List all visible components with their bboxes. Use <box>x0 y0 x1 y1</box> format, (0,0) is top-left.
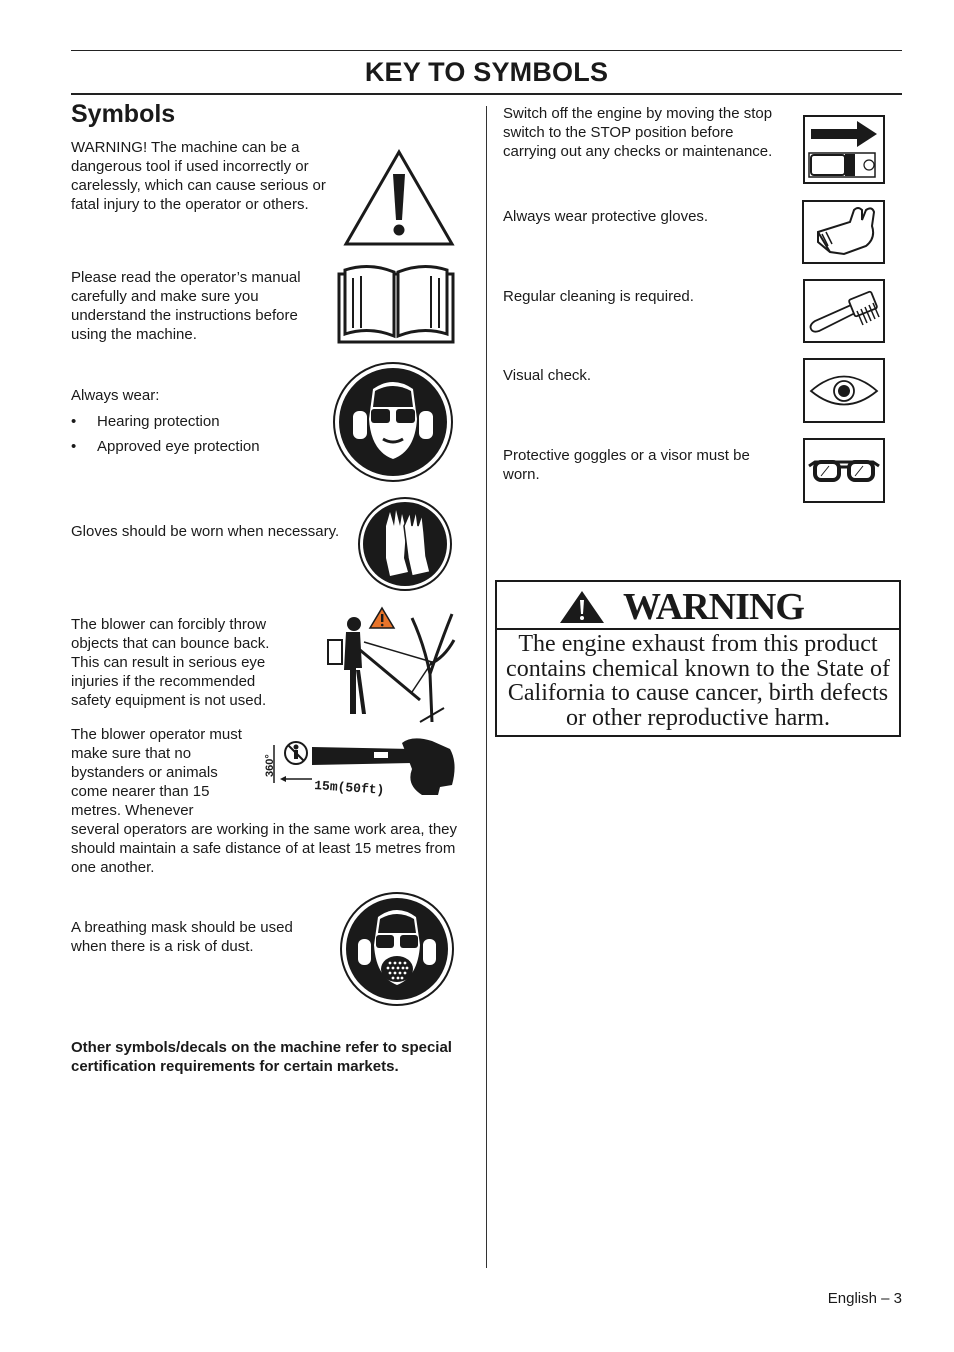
safe-distance-icon <box>262 735 458 801</box>
warning-body: The engine exhaust from this product contains chemical known to the State of California to cause cancer, birth defects or other reproductive harm. <box>506 631 890 731</box>
distance-label: 15m(50ft) <box>313 778 385 798</box>
page-title: KEY TO SYMBOLS <box>364 57 609 87</box>
protective-gloves-text: Always wear protective gloves. <box>503 208 709 225</box>
always-wear-label: Always wear: <box>71 387 160 404</box>
read-manual-icon <box>337 260 455 344</box>
visual-check-text: Visual check. <box>503 367 592 384</box>
angle-label: 360° <box>264 754 276 777</box>
hearing-eye-protection-icon <box>331 361 455 483</box>
mask-text: A breathing mask should be used when there is a risk of dust. <box>71 919 293 955</box>
breathing-mask-icon <box>338 891 456 1007</box>
cleaning-brush-icon <box>803 279 885 343</box>
warning-text: WARNING! The machine can be a dangerous tool if used incorrectly or carelessly, which can cause serious or fatal injury to the operator or others. <box>71 139 326 213</box>
gloves-icon <box>356 496 454 592</box>
header-rule-top <box>71 50 902 51</box>
bystander-text-b: several operators are working in the same work area, they should maintain a safe distance of at least 15 metres from one another. <box>71 821 458 876</box>
california-warning-box <box>495 580 901 737</box>
stop-switch-text: Switch off the engine by moving the stop switch to the STOP position before carrying out any checks or maintenance. <box>503 105 773 160</box>
throw-text: The blower can forcibly throw objects that can bounce back. This can result in serious eye injuries if the recommended safety equipment is not used. <box>71 616 270 709</box>
manual-text: Please read the operator’s manual carefully and make sure you understand the instructions before using the machine. <box>71 269 301 343</box>
column-divider <box>486 106 487 1268</box>
eye-icon <box>803 358 885 423</box>
wear-item-hearing: • Hearing protection <box>71 413 220 430</box>
warning-heading: WARNING <box>623 586 804 628</box>
warning-triangle-icon <box>342 148 456 248</box>
goggles-icon <box>803 438 885 503</box>
thrown-objects-icon <box>320 604 456 724</box>
wear-item-eye: • Approved eye protection <box>71 438 260 455</box>
warning-triangle-icon <box>559 590 605 624</box>
stop-switch-icon <box>803 115 885 184</box>
goggles-text: Protective goggles or a visor must be worn. <box>503 447 750 483</box>
cleaning-text: Regular cleaning is required. <box>503 288 694 305</box>
warning-heading-bar <box>497 582 899 630</box>
gloves-text: Gloves should be worn when necessary. <box>71 523 340 540</box>
bystander-text-a: The blower operator must make sure that no bystanders or animals come nearer than 15 metres. Whenever <box>71 726 242 819</box>
section-title: Symbols <box>71 100 176 128</box>
protective-gloves-icon <box>802 200 885 264</box>
header-rule-bottom <box>71 93 902 95</box>
other-symbols-text: Other symbols/decals on the machine refer to special certification requirements for certain markets. <box>71 1039 452 1075</box>
page-footer: English – 3 <box>827 1290 902 1307</box>
